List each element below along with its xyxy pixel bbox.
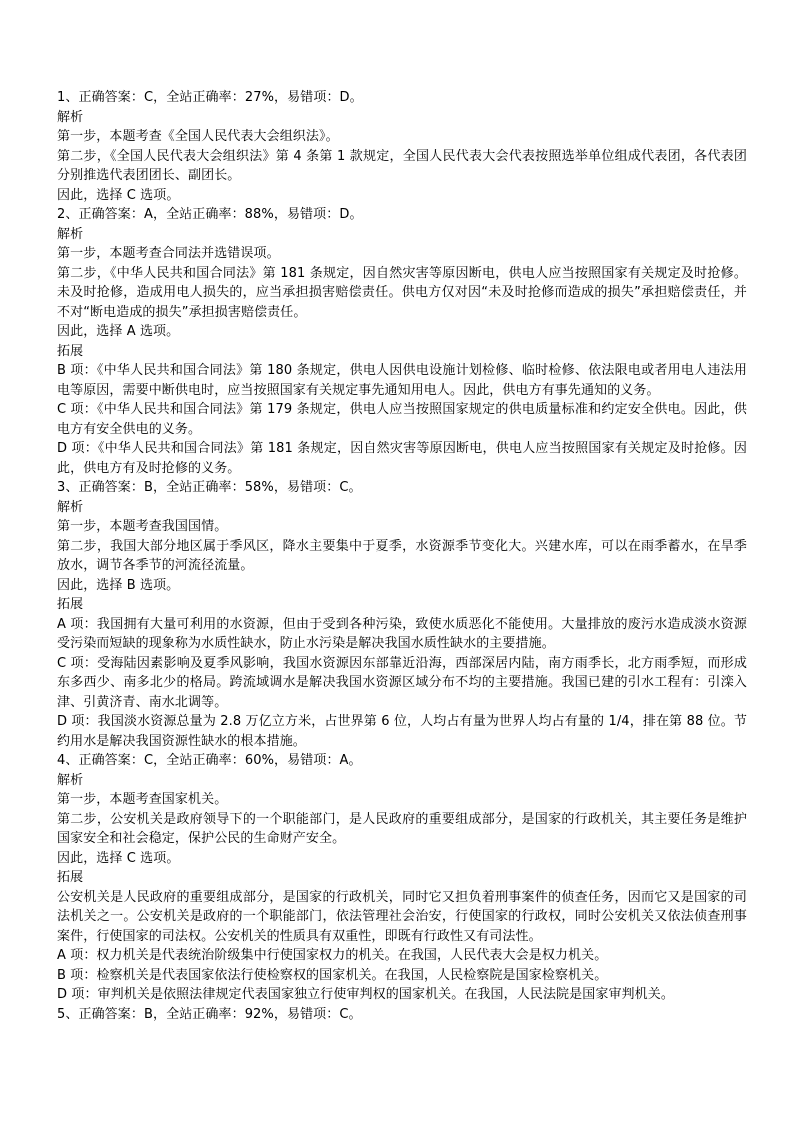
explanation-paragraph: B 项：《中华人民共和国合同法》第 180 条规定，供电人因供电设施计划检修、临时检修、依法限电或者用电人违法用电等原因，需要中断供电时，应当按照国家有关规定事先通知用电人。因此，供电方有事先通知的义务。: [57, 363, 747, 398]
answer-line: 5、正确答案：B，全站正确率：92%，易错项：C。: [57, 1006, 362, 1022]
explanation-paragraph: 公安机关是人民政府的重要组成部分，是国家的行政机关，同时它又担负着刑事案件的侦查任务，因而它又是国家的司法机关之一。公安机关是政府的一个职能部门，依法管理社会治安，行使国家的行政权，同时公安机关又依法侦查刑事案件，行使国家的司法权。公安机关的性质具有双重性，即既有行政性又有司法性。: [57, 889, 747, 944]
explanation-paragraph: D 项：我国淡水资源总量为 2.8 万亿立方米，占世界第 6 位，人均占有量为世界人均占有量的 1/4，排在第 88 位。节约用水是解决我国资源性缺水的根本措施。: [57, 714, 747, 749]
section-heading: 解析: [57, 772, 84, 788]
explanation-paragraph: 因此，选择 A 选项。: [57, 324, 180, 339]
explanation-paragraph: B 项：检察机关是代表国家依法行使检察权的国家机关。在我国，人民检察院是国家检察机关。: [57, 967, 608, 983]
answer-line: 4、正确答案：C，全站正确率：60%，易错项：A。: [57, 753, 362, 768]
explanation-paragraph: 第一步，本题考查国家机关。: [57, 792, 228, 807]
answer-line: 3、正确答案：B，全站正确率：58%，易错项：C。: [57, 480, 362, 495]
explanation-paragraph: 第一步，本题考查合同法并选错误项。: [57, 246, 280, 261]
explanation-paragraph: 第二步，《中华人民共和国合同法》第 181 条规定，因自然灾害等原因断电，供电人应当按照国家有关规定及时抢修。未及时抢修，造成用电人损失的，应当承担损害赔偿责任。供电方仅对因“未及时抢修而造成的损失”承担赔偿责任，并不对“断电造成的损失”承担损害赔偿责任。: [57, 265, 747, 320]
explanation-paragraph: 第一步，本题考查我国国情。: [57, 519, 228, 534]
section-heading: 解析: [57, 499, 84, 515]
explanation-paragraph: 第一步，本题考查《全国人民代表大会组织法》。: [57, 129, 339, 144]
explanation-paragraph: C 项：《中华人民共和国合同法》第 179 条规定，供电人应当按照国家规定的供电质量标准和约定安全供电。因此，供电方有安全供电的义务。: [57, 402, 747, 437]
document-page: [57, 88, 747, 1024]
explanation-paragraph: D 项：《中华人民共和国合同法》第 181 条规定，因自然灾害等原因断电，供电人应当按照国家有关规定及时抢修。因此，供电方有及时抢修的义务。: [57, 441, 747, 476]
answer-line: 2、正确答案：A，全站正确率：88%，易错项：D。: [57, 207, 363, 222]
explanation-paragraph: D 项：审判机关是依照法律规定代表国家独立行使审判权的国家机关。在我国，人民法院是国家审判机关。: [57, 987, 674, 1002]
explanation-paragraph: 因此，选择 C 选项。: [57, 850, 180, 866]
explanation-paragraph: 因此，选择 C 选项。: [57, 187, 180, 203]
explanation-paragraph: 第二步，我国大部分地区属于季风区，降水主要集中于夏季，水资源季节变化大。兴建水库，可以在雨季蓄水，在旱季放水，调节各季节的河流径流量。: [57, 538, 747, 573]
explanation-paragraph: 第二步，公安机关是政府领导下的一个职能部门，是人民政府的重要组成部分，是国家的行政机关，其主要任务是维护国家安全和社会稳定，保护公民的生命财产安全。: [57, 811, 747, 846]
explanation-paragraph: C 项：受海陆因素影响及夏季风影响，我国水资源因东部靠近沿海，西部深居内陆，南方雨季长，北方雨季短，而形成东多西少、南多北少的格局。跨流域调水是解决我国水资源区域分布不均的主要措施。我国已建的引水工程有：引滦入津、引黄济青、南水北调等。: [57, 655, 747, 710]
explanation-paragraph: 第二步，《全国人民代表大会组织法》第 4 条第 1 款规定，全国人民代表大会代表按照选举单位组成代表团，各代表团分别推选代表团团长、副团长。: [57, 148, 747, 183]
answer-line: 1、正确答案：C，全站正确率：27%，易错项：D。: [57, 90, 363, 105]
section-heading: 拓展: [57, 343, 84, 359]
explanation-paragraph: A 项：我国拥有大量可利用的水资源，但由于受到各种污染，致使水质恶化不能使用。大量排放的废污水造成淡水资源受污染而短缺的现象称为水质性缺水，防止水污染是解决我国水质性缺水的主要措施。: [57, 616, 747, 651]
section-heading: 解析: [57, 109, 84, 125]
explanation-paragraph: A 项：权力机关是代表统治阶级集中行使国家权力的机关。在我国，人民代表大会是权力机关。: [57, 948, 608, 963]
section-heading: 拓展: [57, 870, 84, 885]
section-heading: 解析: [57, 226, 84, 242]
explanation-paragraph: 因此，选择 B 选项。: [57, 577, 180, 593]
section-heading: 拓展: [57, 597, 84, 612]
